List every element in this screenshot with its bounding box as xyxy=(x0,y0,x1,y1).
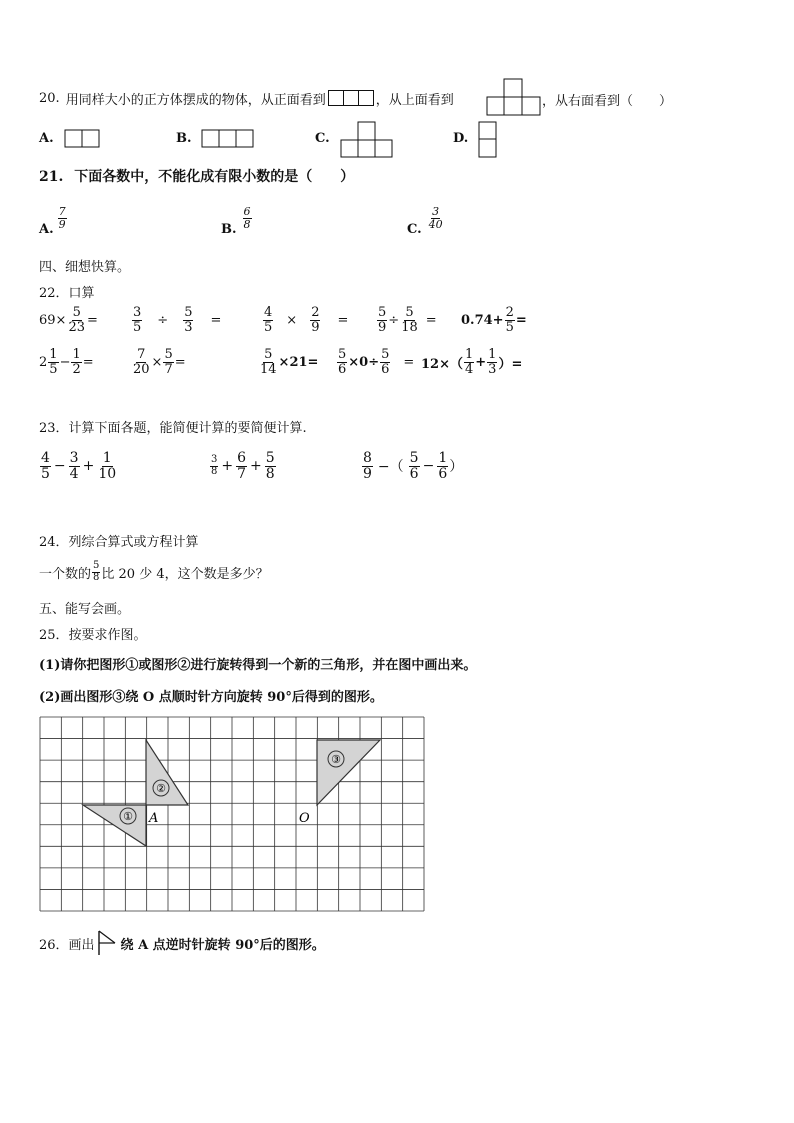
shape-3-triangle[interactable] xyxy=(317,740,380,805)
q25-part-2: (2)画出图形③绕 O 点顺时针方向旋转 90°后得到的图形。 xyxy=(39,690,383,705)
q25-title: 25．按要求作图。 xyxy=(39,628,147,643)
q23-expr-1: $\frac{4}{5}$ − $\frac{3}{4}$ + $\frac{1}{10}$ xyxy=(41,450,117,482)
q26-text-suffix: 绕 A 点逆时针旋转 90°后的图形。 xyxy=(120,937,325,953)
q26-line xyxy=(39,929,325,957)
fraction: $\frac{7}{9}$ xyxy=(58,205,66,231)
option-d-figure xyxy=(478,121,498,159)
q26-text-prefix: 26．画出 xyxy=(39,937,95,953)
q24-text: 一个数的 $\frac{5}{8}$ 比 20 少 4，这个数是多少？ xyxy=(39,560,269,583)
shape-2-label: ② xyxy=(156,782,166,795)
q23-expr-2: $\frac{3}{8}$ + $\frac{6}{7}$ + $\frac{5}{8}$ xyxy=(211,450,275,482)
q20-text-top: ，从上面看到 xyxy=(375,92,454,108)
q22-expr-4: $\frac{5}{9}$ ÷ $\frac{5}{18}$ = xyxy=(378,305,437,335)
q21-option-a[interactable]: A. $\frac{7}{9}$ xyxy=(39,205,66,237)
q22-expr-5: 0.74+ $\frac{2}{5}$ = xyxy=(461,305,527,335)
option-c-figure xyxy=(340,121,394,159)
fraction: $\frac{3}{40}$ xyxy=(428,205,443,231)
shape-1-label: ① xyxy=(123,810,133,823)
q21-number: 21. xyxy=(39,169,64,185)
q22-expr-7: $\frac{7}{20}$ × $\frac{5}{7}$ = xyxy=(133,347,186,377)
point-a-label: A xyxy=(149,811,159,826)
q22-expr-3: $\frac{4}{5}$ × $\frac{2}{9}$ = xyxy=(264,305,349,335)
q20-text-right: ，从右面看到（ ） xyxy=(542,94,673,109)
shape-1-triangle[interactable] xyxy=(83,805,146,846)
q20-line xyxy=(39,86,456,110)
q22-expr-2: $\frac{3}{5}$ ÷ $\frac{5}{3}$ = xyxy=(133,305,222,335)
q21-line xyxy=(39,166,354,186)
fraction: $\frac{6}{8}$ xyxy=(243,205,251,231)
rotation-grid[interactable] xyxy=(39,716,425,916)
q20-option-b[interactable]: B. xyxy=(176,131,192,146)
q22-expr-9: $\frac{5}{6}$ ×0÷ $\frac{5}{6}$ = xyxy=(338,347,415,377)
top-view-figure xyxy=(486,78,542,116)
flag-figure xyxy=(97,929,119,957)
option-b-figure xyxy=(201,129,255,149)
q22-expr-1: 69× $\frac{5}{23}$ = xyxy=(39,305,98,335)
option-a-figure xyxy=(64,129,100,149)
q22-expr-8: $\frac{5}{14}$ ×21= xyxy=(260,347,319,377)
q24-title: 24．列综合算式或方程计算 xyxy=(39,535,199,550)
q25-part-1: (1)请你把图形①或图形②进行旋转得到一个新的三角形，并在图中画出来。 xyxy=(39,658,477,673)
front-view-figure xyxy=(328,90,374,106)
q22-expr-6: 2 $\frac{1}{5}$ − $\frac{1}{2}$ = xyxy=(39,347,94,377)
point-o-label: O xyxy=(299,811,310,826)
q22-title: 22．口算 xyxy=(39,286,95,301)
shape-2-triangle[interactable] xyxy=(146,740,188,805)
q20-number: 20. xyxy=(39,90,60,106)
q22-expr-10: 12×（ $\frac{1}{4}$ + $\frac{1}{3}$ ）= xyxy=(421,347,523,377)
q20-option-c[interactable]: C. xyxy=(315,131,330,146)
q20-option-a[interactable]: A. xyxy=(39,131,54,146)
q21-option-c[interactable]: C. $\frac{3}{40}$ xyxy=(407,205,443,237)
grid-canvas[interactable] xyxy=(39,716,425,912)
q21-text: 下面各数中，不能化成有限小数的是（ ） xyxy=(74,169,355,185)
section-4-heading: 四、细想快算。 xyxy=(39,260,131,275)
q23-expr-3: $\frac{8}{9}$ −（ $\frac{5}{6}$ − $\frac{1}{6}$ ） xyxy=(363,450,464,482)
q21-option-b[interactable]: B. $\frac{6}{8}$ xyxy=(221,205,251,237)
section-5-heading: 五、能写会画。 xyxy=(39,602,131,617)
q20-option-d[interactable]: D. xyxy=(453,131,469,146)
q23-title: 23．计算下面各题，能简便计算的要简便计算. xyxy=(39,421,307,436)
shape-3-label: ③ xyxy=(331,753,341,766)
q20-text-front: 用同样大小的正方体摆成的物体，从正面看到 xyxy=(65,92,326,108)
